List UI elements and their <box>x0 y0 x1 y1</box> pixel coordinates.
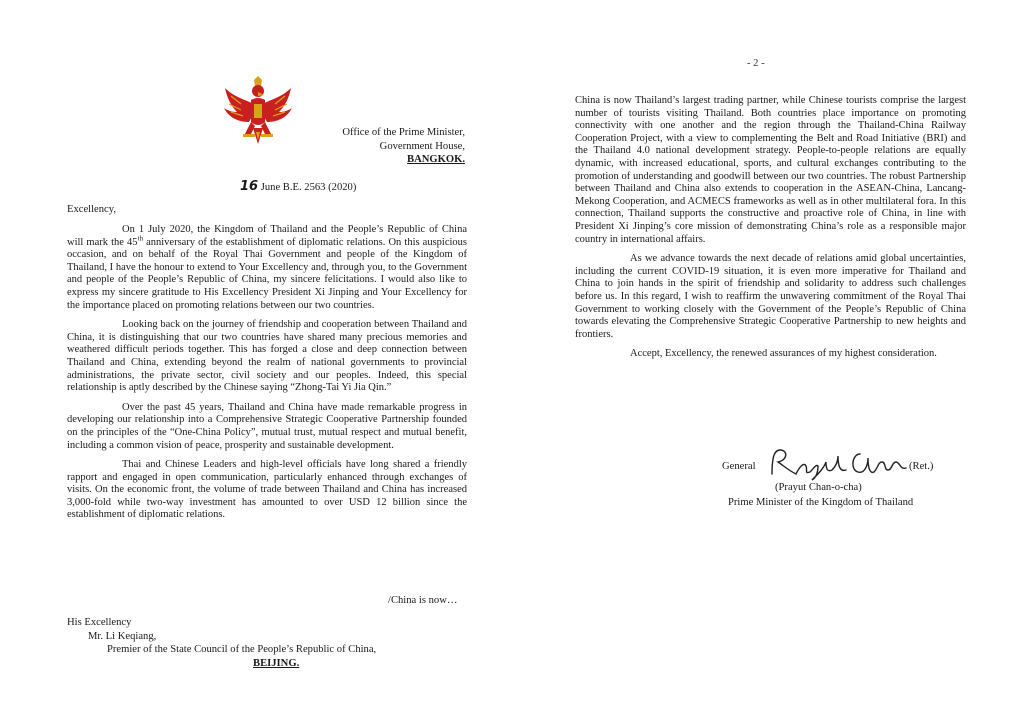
letter-date <box>240 179 356 194</box>
addressee-line: His Excellency <box>67 617 132 628</box>
ordinal-suffix: th <box>137 234 143 243</box>
salutation: Excellency, <box>67 204 117 215</box>
addressee-line: Mr. Li Keqiang, <box>88 630 157 642</box>
letter-page-2 <box>512 0 1024 723</box>
addressee-line: Premier of the State Council of the People’s Republic of China, <box>107 644 377 656</box>
paragraph: China is now Thailand’s largest trading partner, while Chinese tourists comprise the largest number of tourists visiting Thailand. Both countries place importance on promoting connectivity with one another and the region through the Thailand-China Railway Cooperation Project, with a view to complementing the Belt and Road Initiative (BRI) and the Thailand 4.0 national development strategy. People-to-people relations are equally dynamic, with increased educational, sports, and cultural exchanges contributing to the promotion of understanding and goodwill between our two countries. The robust Partnership between Thailand and China also extends to cooperation in the ASEAN-China, Lancang-Mekong Cooperation, and ACMECS frameworks as well as in other multilateral fora. In this connection, Thailand supports the constructive and proactive role of China, in line with President Xi Jinping’s core mission of demonstrating China’s role as a responsible major country in international affairs. <box>575 95 966 245</box>
paragraph: Thai and Chinese Leaders and high-level officials have long shared a friendly rapport and engaged in open communication, particularly enhanced through exchanges of visits. On the economic front, the volume of trade between Thailand and China has increased 3,000-fold while two-way investment has amounted to over USD 12 billion since the establishment of diplomatic relations. <box>67 459 467 521</box>
handwritten-signature-icon <box>766 444 911 484</box>
paragraph-text: On 1 July 2020, the Kingdom of Thailand and the People’s Republic of China will mark the 45 <box>67 224 467 248</box>
paragraph: Accept, Excellency, the renewed assurances of my highest consideration. <box>630 348 937 360</box>
signature-rank: General <box>722 461 756 472</box>
garuda-emblem-icon <box>221 76 295 148</box>
letter-body-page-1 <box>67 224 467 529</box>
signature-suffix: (Ret.) <box>909 461 934 472</box>
addressee-city: BEIJING. <box>253 657 300 669</box>
office-line: Government House, <box>379 140 465 152</box>
paragraph-text: anniversary of the establishment of diplomatic relations. On this auspicious occasion, and on behalf of the Royal Thai Government and people of the Kingdom of Thailand, I have the honour to extend to Your Excellency and, through you, to the Government and people of the People’s Republic of China, my sincere felicitations. I would also like to express my sincere gratitude to His Excellency President Xi Jinping and Your Excellency for the importance placed on promoting relations between our two countries. <box>67 236 467 311</box>
signatory-title: Prime Minister of the Kingdom of Thailand <box>728 497 914 508</box>
date-rest: June B.E. 2563 (2020) <box>258 182 357 193</box>
office-line: Office of the Prime Minister, <box>342 127 465 138</box>
signatory-name: (Prayut Chan-o-cha) <box>775 482 862 493</box>
date-day: 16 <box>240 179 259 194</box>
page-number: - 2 - <box>747 58 765 69</box>
paragraph <box>67 224 467 312</box>
paragraph: Looking back on the journey of friendship and cooperation between Thailand and China, it is distinguishing that our two countries have shared many precious memories and weathered difficult periods together. This has forged a close and deep connection between Thailand and China, extending beyond the realm of national governments to provincial administrations, the private sector, civil society and our peoples. Indeed, this special relationship is aptly described by the Chinese saying “Zhong-Tai Yi Jia Qin.” <box>67 319 467 394</box>
letter-body-page-2 <box>575 95 966 368</box>
addressee-block <box>67 616 427 670</box>
sender-address <box>305 126 465 167</box>
paragraph: Over the past 45 years, Thailand and China have made remarkable progress in developing our relationship into a Comprehensive Strategic Cooperative Partnership founded on the principles of the “One-China Policy”, mutual trust, mutual respect and mutual benefit, including a common vision of peace, prosperity and sustainable development. <box>67 401 467 451</box>
continuation-marker: /China is now… <box>388 595 458 606</box>
office-city: BANGKOK. <box>407 154 465 166</box>
paragraph: As we advance towards the next decade of relations amid global uncertainties, including the current COVID-19 situation, it is even more imperative for Thailand and China to join hands in the spirit of friendship and solidarity to address such challenges before us. In this regard, I wish to reaffirm the unwavering commitment of the Royal Thai Government to working closely with the Government of the People’s Republic of China towards elevating the Comprehensive Strategic Cooperative Partnership to new heights and frontiers. <box>575 253 966 340</box>
